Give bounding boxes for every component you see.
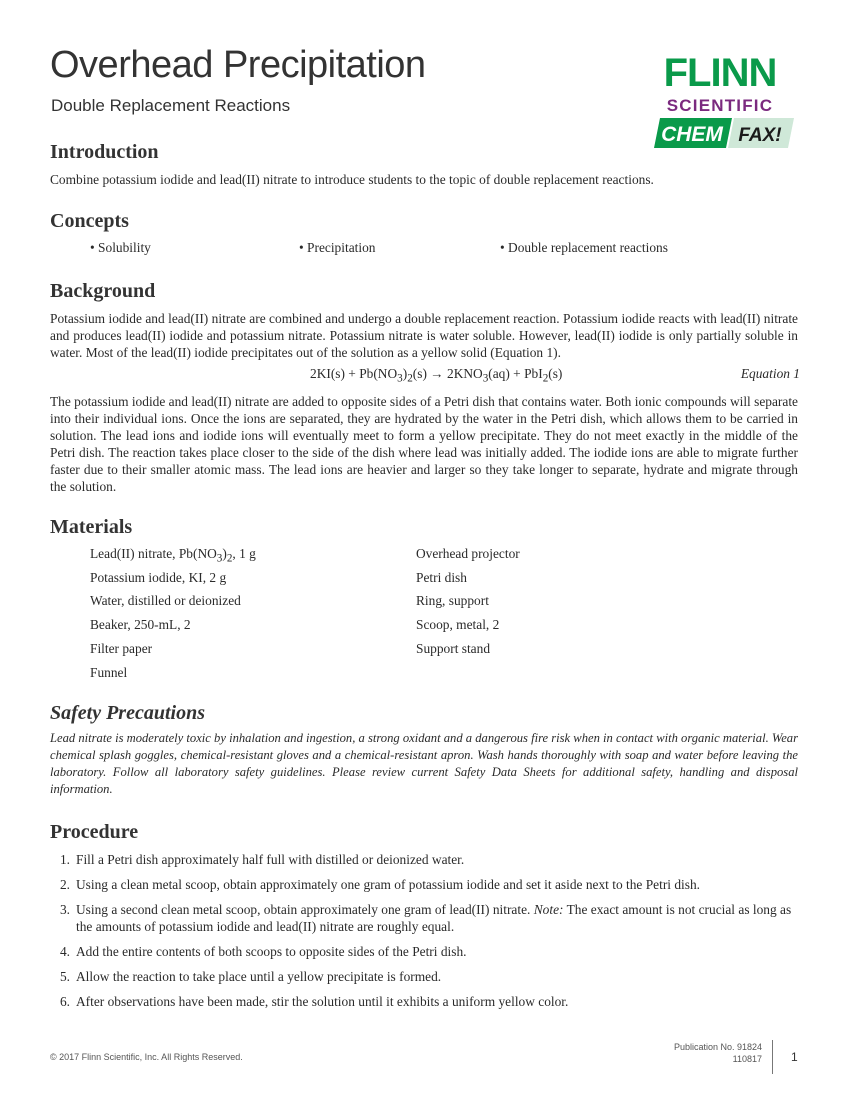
step-text: Using a second clean metal scoop, obtain approximately one gram of lead(II) nitrate. Note: The exact amount is not crucial as long as the amounts of potassium iodide and lead(II) nitrate are roughly equal. <box>76 902 792 934</box>
material-item: Support stand <box>416 641 491 656</box>
step-text: Add the entire contents of both scoops to opposite sides of the Petri dish. <box>76 944 467 959</box>
procedure-step <box>54 901 798 935</box>
material-item: Petri dish <box>416 570 467 585</box>
procedure-heading: Procedure <box>50 821 139 843</box>
background-paragraph-1: Potassium iodide and lead(II) nitrate are combined and undergo a double replacement reaction. Potassium iodide reacts with lead(II) nitrate and produces lead(II) iodide and potassium nitrate. Potassium nitrate is water soluble. However, lead(II) iodide is only partially soluble in water. Most of the lead(II) iodide precipitates out of the solution as a yellow solid (Equation 1). <box>50 311 798 360</box>
procedure-step <box>54 993 798 1010</box>
background-heading: Background <box>50 280 156 302</box>
concept-item: • Double replacement reactions <box>500 240 668 255</box>
equation-1 <box>50 366 800 386</box>
procedure-step <box>54 968 798 985</box>
material-item: Scoop, metal, 2 <box>416 617 500 632</box>
equation-formula: $2KI(s) + Pb(NO_3)_2(s) \to 2KNO_3(aq) + PbI_2(s)$ <box>310 366 563 385</box>
concept-item: • Solubility <box>90 240 151 255</box>
logo-fax-text: FAX! <box>738 125 782 146</box>
page-number: 1 <box>791 1050 798 1064</box>
material-item: Funnel <box>90 665 128 680</box>
step-text: Fill a Petri dish approximately half full with distilled or deionized water. <box>76 852 465 867</box>
concept-item: • Precipitation <box>299 240 376 255</box>
material-item: Lead(II) nitrate, $Pb(NO_3)_2$, 1 g <box>90 546 256 565</box>
material-item: Potassium iodide, KI, 2 g <box>90 570 227 585</box>
footer-divider <box>772 1040 773 1074</box>
step-number: 6. <box>59 994 70 1009</box>
step-number: 2. <box>59 877 70 892</box>
concept-label: Solubility <box>98 240 151 255</box>
concept-label: Double replacement reactions <box>508 240 668 255</box>
logo-flinn-text: FLINN <box>663 52 777 95</box>
material-item: Beaker, 250-mL, 2 <box>90 617 191 632</box>
concepts-heading: Concepts <box>50 210 129 232</box>
step-text: Using a clean metal scoop, obtain approximately one gram of potassium iodide and set it aside next to the Petri dish. <box>76 877 701 892</box>
publication-number: Publication No. 91824 <box>673 1042 762 1052</box>
safety-text: Lead nitrate is moderately toxic by inhalation and ingestion, a strong oxidant and a dangerous fire risk when in contact with organic material. Wear chemical splash goggles, chemical-resistant gloves and a chemical-resistant apron. Wash hands thoroughly with soap and water before leaving the laboratory. Follow all laboratory safety guidelines. Please review current Safety Data Sheets for additional safety, handling and disposal information. <box>50 731 798 796</box>
material-item: Filter paper <box>90 641 153 656</box>
step-text: Allow the reaction to take place until a yellow precipitate is formed. <box>76 969 442 984</box>
step-number: 3. <box>59 902 70 917</box>
step-number: 1. <box>59 852 70 867</box>
step-number: 4. <box>59 944 70 959</box>
introduction-heading: Introduction <box>50 141 159 163</box>
publication-code: 110817 <box>732 1054 762 1064</box>
concept-label: Precipitation <box>307 240 376 255</box>
material-item: Overhead projector <box>416 546 520 561</box>
material-item: Water, distilled or deionized <box>90 593 241 608</box>
flinn-scientific-logo <box>640 52 800 152</box>
page-subtitle: Double Replacement Reactions <box>51 96 291 115</box>
safety-heading: Safety Precautions <box>50 702 205 724</box>
step-text: After observations have been made, stir the solution until it exhibits a uniform yellow color. <box>76 994 569 1009</box>
materials-heading: Materials <box>50 516 133 538</box>
material-item: Ring, support <box>416 593 489 608</box>
procedure-step <box>54 876 798 893</box>
concepts-list <box>0 240 850 260</box>
background-paragraph-2: The potassium iodide and lead(II) nitrate are added to opposite sides of a Petri dish that contains water. Both ionic compounds will separate into their individual ions. Once the ions are separated, they are hydrated by the water in the Petri dish, which allows them to be carried in solution. The lead ions and iodide ions will eventually meet to form a yellow precipitate. They do not meet exactly in the middle of the Petri dish. The reaction takes place closer to the side of the dish where lead was initially added. The iodide ions are able to migrate further faster due to their smaller atomic mass. The lead ions are heavier and larger so they take longer to separate, hydrate and migrate through the solution. <box>50 394 798 494</box>
introduction-text: Combine potassium iodide and lead(II) nitrate to introduce students to the topic of double replacement reactions. <box>50 172 654 187</box>
procedure-step <box>54 943 798 960</box>
equation-label: Equation 1 <box>740 366 800 381</box>
logo-chem-text: CHEM <box>661 123 723 146</box>
footer-publication <box>640 1041 762 1065</box>
page-title: Overhead Precipitation <box>50 44 426 86</box>
step-number: 5. <box>59 969 70 984</box>
footer-copyright: © 2017 Flinn Scientific, Inc. All Rights Reserved. <box>50 1052 243 1062</box>
logo-scientific-text: SCIENTIFIC <box>666 96 774 115</box>
procedure-step <box>54 851 798 868</box>
